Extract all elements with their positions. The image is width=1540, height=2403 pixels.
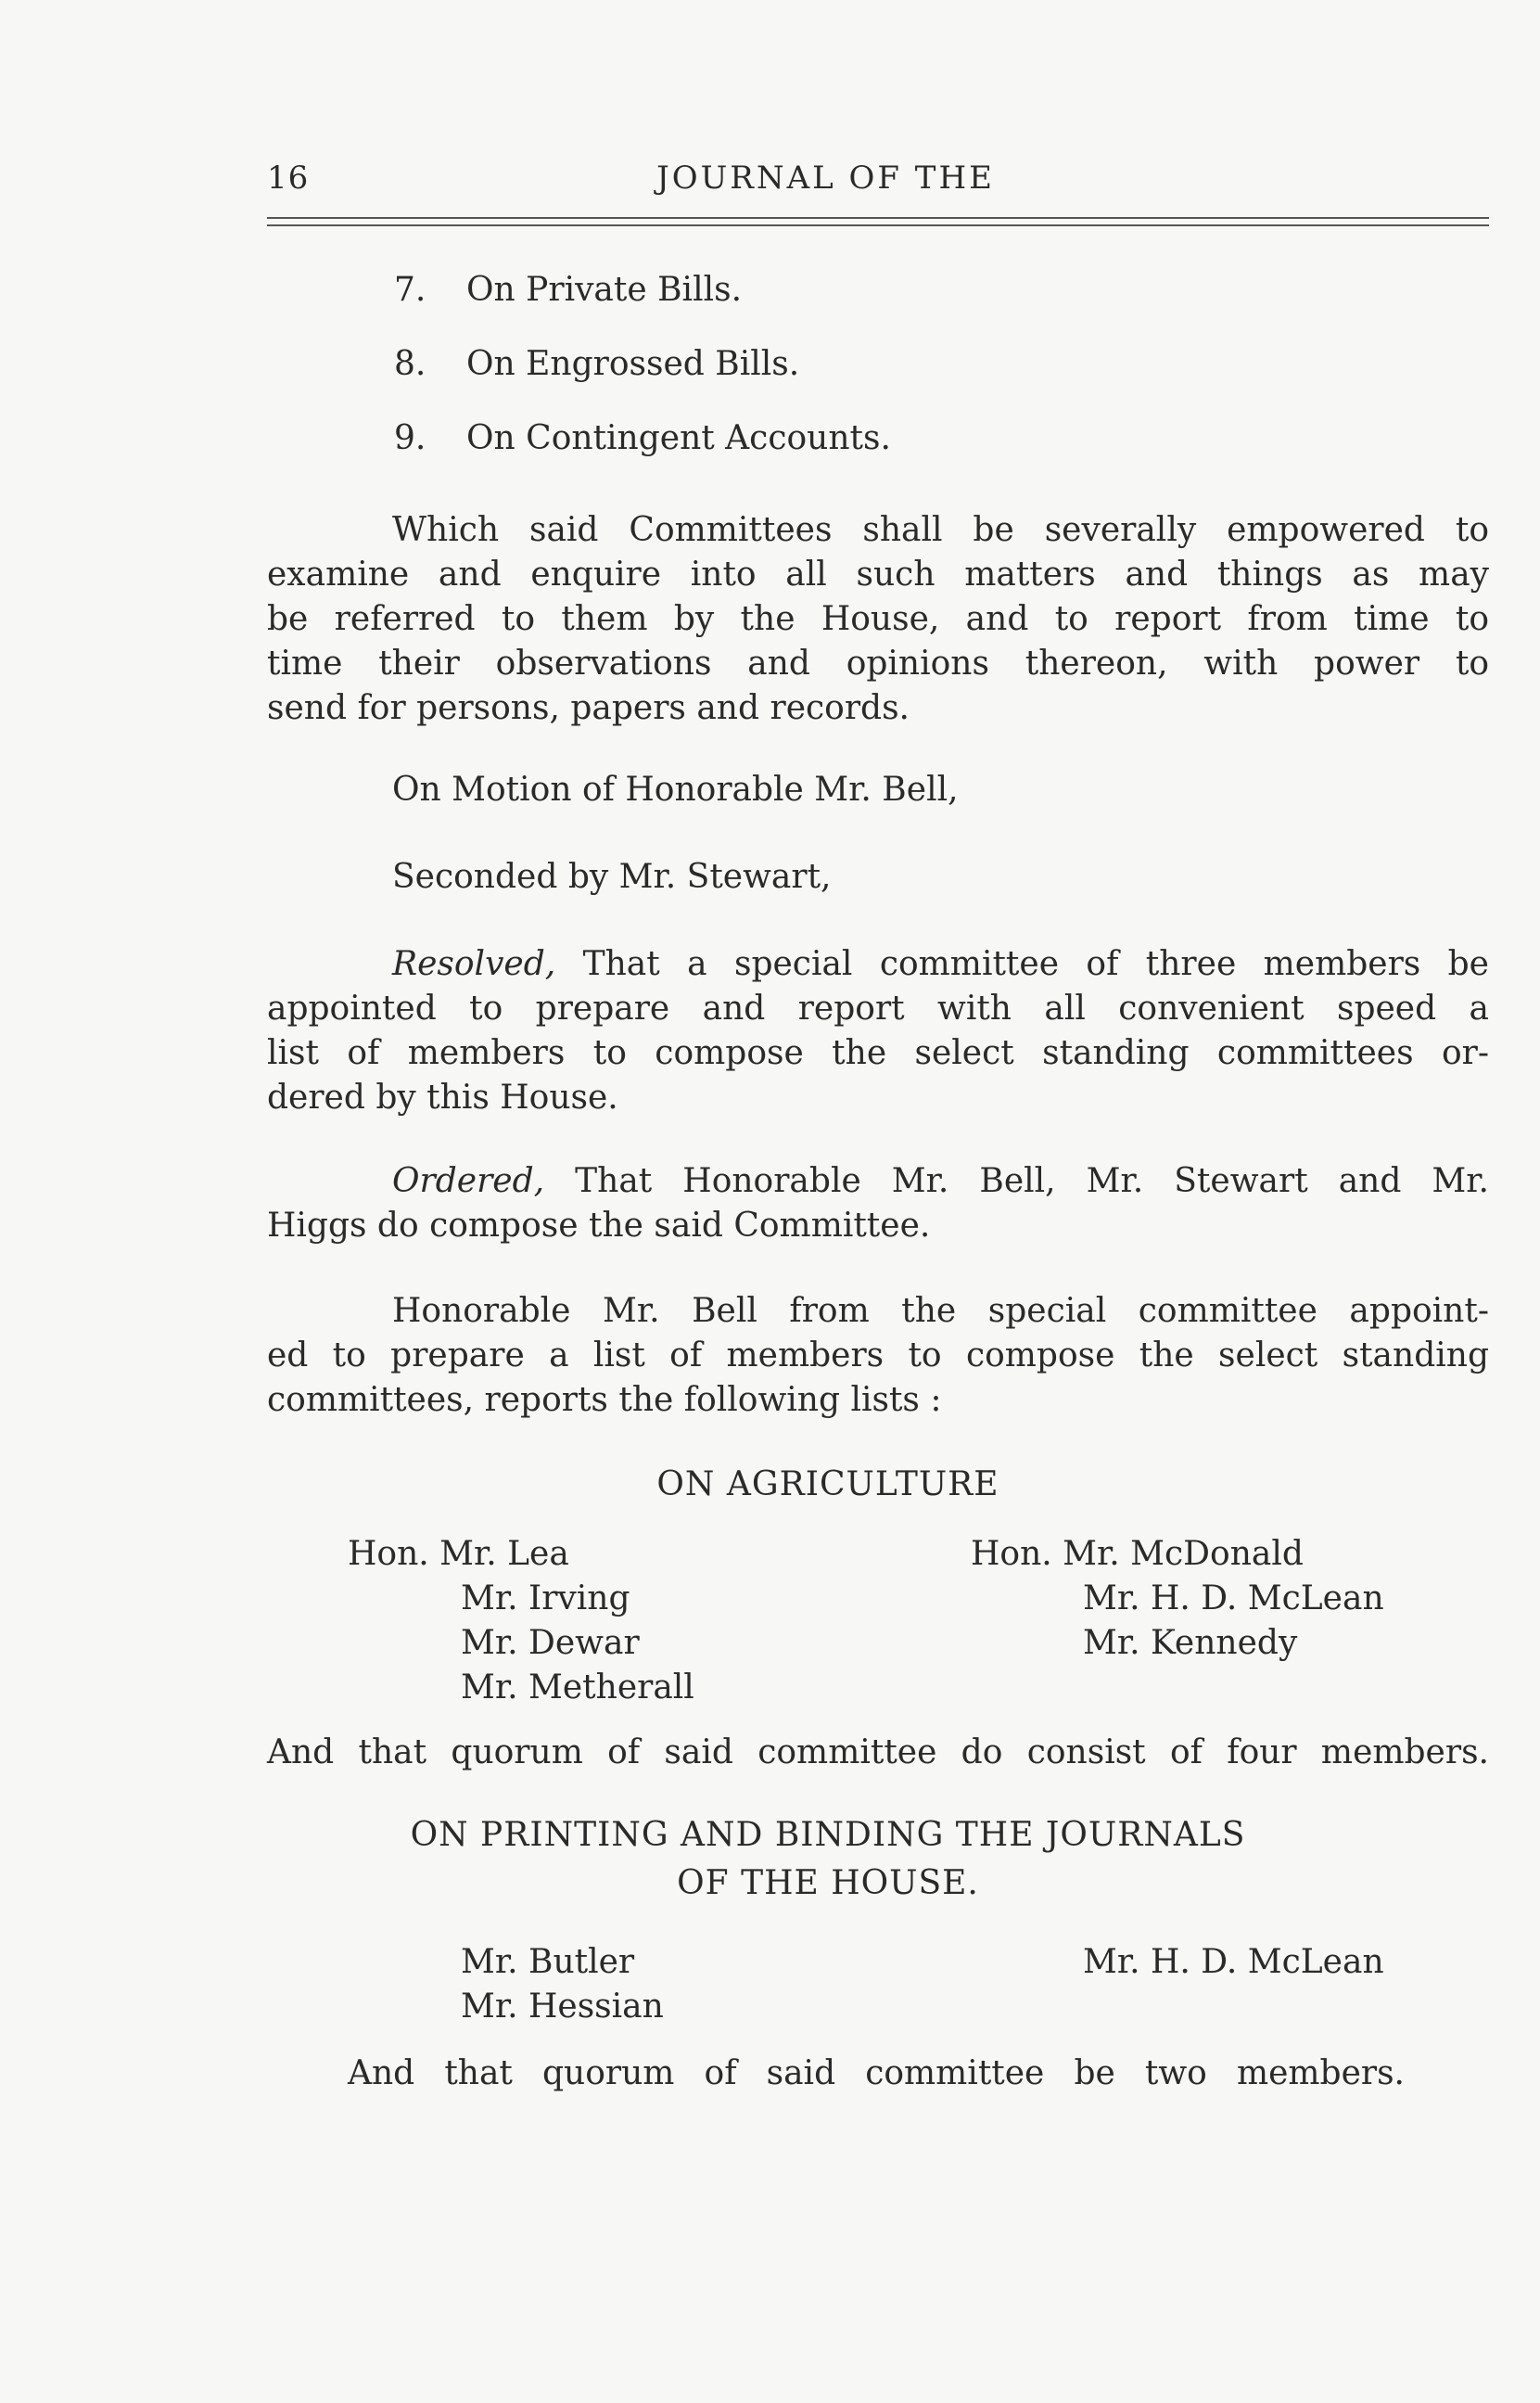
member-name: Mr. Irving — [461, 1579, 630, 1617]
member-name: Mr. Dewar — [461, 1624, 640, 1662]
member-name: Mr. Metherall — [461, 1668, 694, 1706]
seconded-line: Seconded by Mr. Stewart, — [392, 858, 832, 896]
member-name: Mr. Hessian — [461, 1988, 664, 2026]
member-name: Hon. Mr. McDonald — [971, 1535, 1304, 1573]
printing-heading-line2: OF THE HOUSE. — [677, 1864, 979, 1902]
member-name: Mr. Kennedy — [1083, 1624, 1298, 1662]
list-item: 9. On Contingent Accounts. — [394, 419, 891, 457]
ordered-lead: Ordered, — [392, 1162, 545, 1200]
report-paragraph: Honorable Mr. Bell from the special committee appoint- ed to prepare a list of members to compose the select standing committees, reports the following lists : — [267, 1292, 1489, 1419]
committees-paragraph: Which said Committees shall be severally empowered to examine and enquire into all such matters and things as may be referred to them by the House, and to report from time to time their observations and opinions thereon, with power to send for persons, papers and records. — [267, 511, 1489, 727]
member-name: Mr. H. D. McLean — [1083, 1579, 1384, 1617]
page-title: JOURNAL OF THE — [656, 160, 995, 197]
header-rule-bottom — [267, 224, 1489, 226]
page-number: 16 — [267, 160, 310, 197]
list-item: 7. On Private Bills. — [394, 271, 743, 309]
resolved-lead: Resolved, — [392, 945, 556, 983]
agriculture-heading: ON AGRICULTURE — [656, 1465, 999, 1503]
member-name: Mr. H. D. McLean — [1083, 1943, 1384, 1981]
list-item: 8. On Engrossed Bills. — [394, 345, 800, 383]
header-rule-top — [267, 217, 1489, 219]
printing-heading-line1: ON PRINTING AND BINDING THE JOURNALS — [410, 1816, 1246, 1854]
member-name: Hon. Mr. Lea — [348, 1535, 569, 1573]
motion-line: On Motion of Honorable Mr. Bell, — [392, 771, 959, 809]
printing-quorum: And that quorum of said committee be two members. — [348, 2054, 1405, 2092]
member-name: Mr. Butler — [461, 1943, 635, 1981]
resolved-paragraph: Resolved, That a special committee of three members be appointed to prepare and report with all convenient speed a list of members to compose the select standing committees or- dered by this House. — [267, 945, 1489, 1117]
agriculture-quorum: And that quorum of said committee do consist of four members. — [267, 1733, 1489, 1771]
ordered-paragraph: Ordered, That Honorable Mr. Bell, Mr. Stewart and Mr. Higgs do compose the said Committee. — [267, 1162, 1489, 1245]
